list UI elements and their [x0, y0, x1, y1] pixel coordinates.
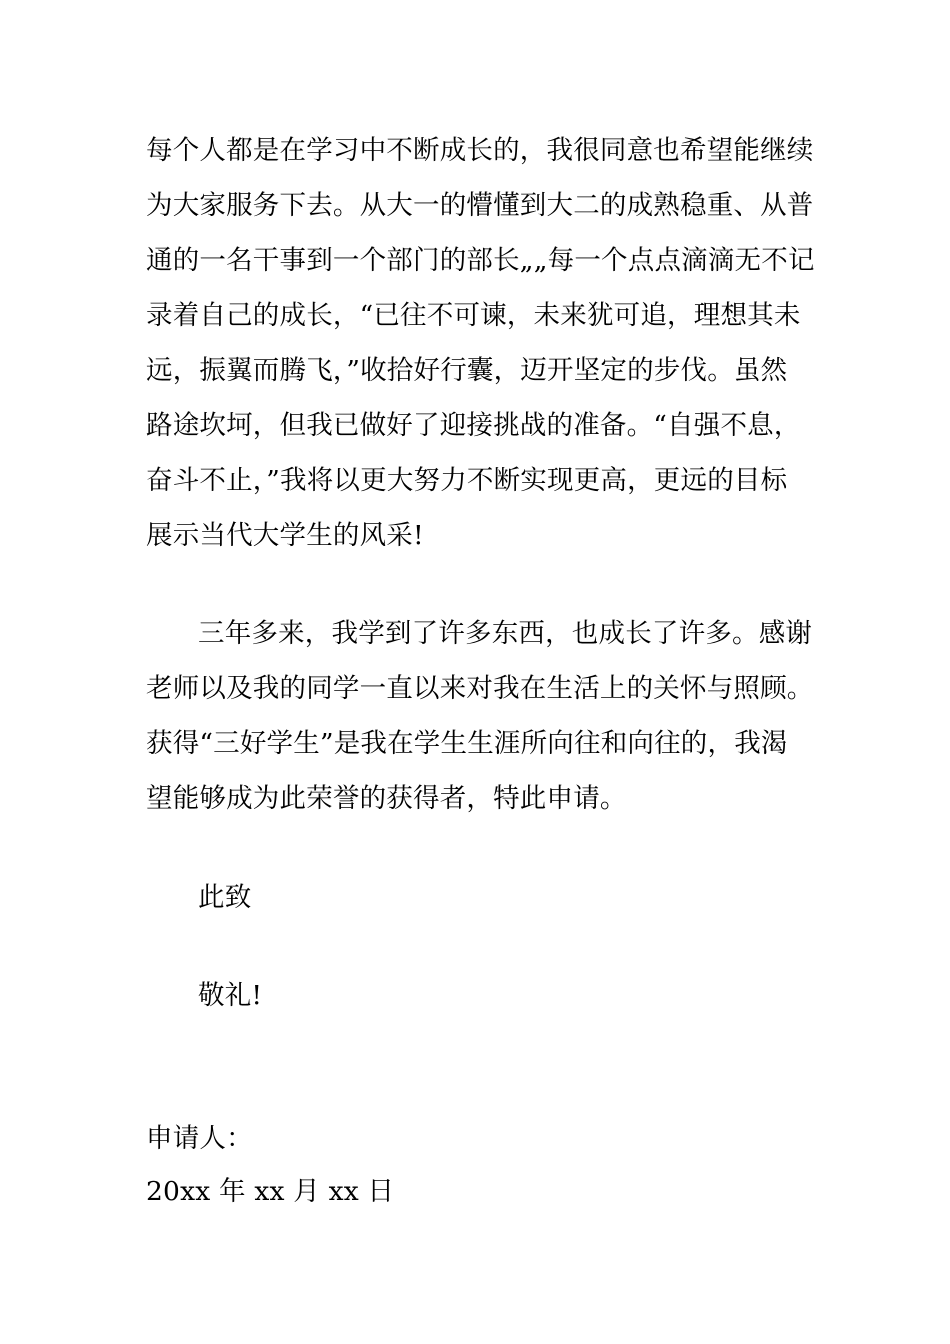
paragraph-1-line-8: 展示当代大学生的风采!: [146, 520, 424, 551]
paragraph-1-line-7: 奋斗不止，”我将以更大努力不断实现更高，更远的目标: [146, 465, 788, 496]
paragraph-2-line-3: 获得“三好学生”是我在学生生涯所向往和向往的，我渴: [146, 728, 788, 759]
paragraph-1-line-2: 为大家服务下去。从大一的懵懂到大二的成熟稳重、从普: [146, 190, 814, 221]
paragraph-1-line-6: 路途坎坷，但我已做好了迎接挑战的准备。“自强不息，: [146, 410, 801, 441]
paragraph-2-line-2: 老师以及我的同学一直以来对我在生活上的关怀与照顾。: [146, 673, 814, 704]
paragraph-1-line-5: 远，振翼而腾飞，”收拾好行囊，迈开坚定的步伐。虽然: [146, 355, 788, 386]
closing-salute: 敬礼!: [198, 980, 263, 1011]
closing-greeting: 此致: [198, 882, 252, 913]
paragraph-1-line-1: 每个人都是在学习中不断成长的，我很同意也希望能继续: [146, 135, 814, 166]
date-line: 20xx 年 xx 月 xx 日: [146, 1176, 395, 1207]
paragraph-1-line-4: 录着自己的成长，“已往不可谏，未来犹可追，理想其未: [146, 300, 801, 331]
paragraph-2-line-4: 望能够成为此荣誉的获得者，特此申请。: [146, 783, 627, 814]
paragraph-1-line-3: 通的一名干事到一个部门的部长„„每一个点点滴滴无不记: [146, 245, 815, 276]
paragraph-2-line-1: 三年多来，我学到了许多东西，也成长了许多。感谢: [198, 618, 813, 649]
applicant-label: 申请人：: [146, 1123, 253, 1154]
